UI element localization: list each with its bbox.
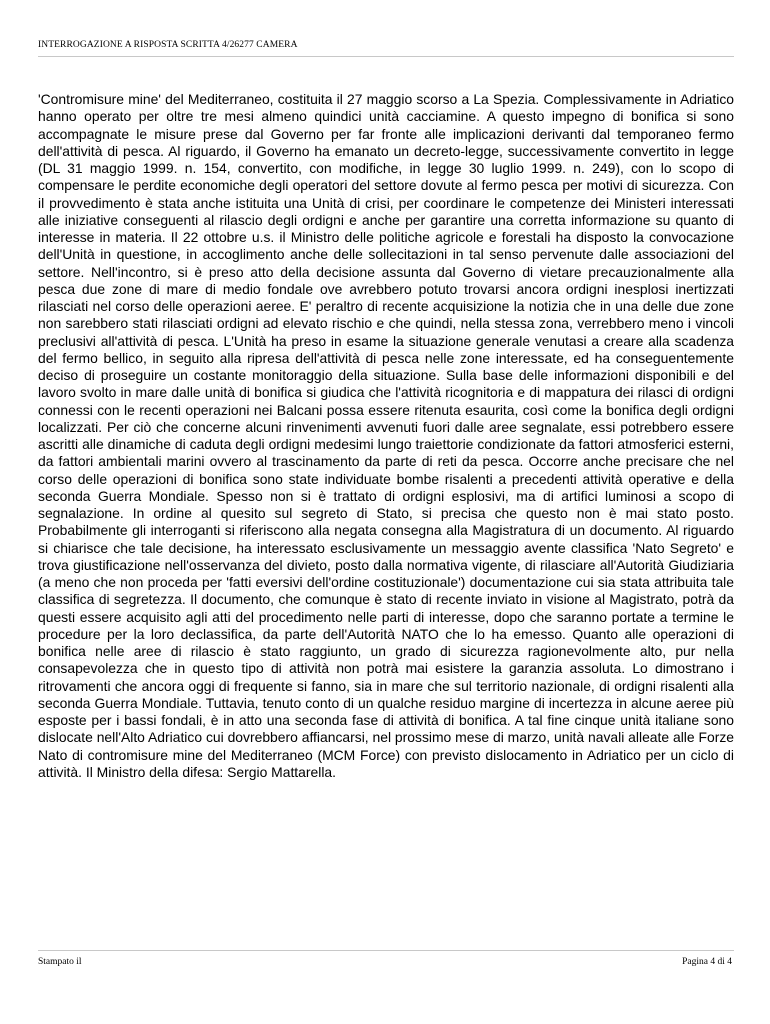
document-header: INTERROGAZIONE A RISPOSTA SCRITTA 4/26277 CAMERA	[38, 40, 298, 50]
footer-divider	[38, 950, 734, 951]
print-date-label: Stampato il	[38, 957, 82, 967]
body-paragraph: 'Contromisure mine' del Mediterraneo, costituita il 27 maggio scorso a La Spezia. Complessivamente in Adriatico hanno operato per oltre tre mesi almeno quindici unità cacciamine. A questo impegno di bonifica si sono accompagnate le misure prese dal Governo per far fronte alle implicazioni derivanti dal temporaneo fermo dell'attività di pesca. Al riguardo, il Governo ha emanato un decreto-legge, successivamente convertito in legge (DL 31 maggio 1999. n. 154, convertito, con modifiche, in legge 30 luglio 1999. n. 249), con lo scopo di compensare le perdite economiche degli operatori del settore dovute al fermo pesca per motivi di sicurezza. Con il provvedimento è stata anche istituita una Unità di crisi, per coordinare le competenze dei Ministeri interessati alle iniziative conseguenti al rilascio degli ordigni e anche per garantire una corretta informazione su quanto di interesse in materia. Il 22 ottobre u.s. il Ministro delle politiche agricole e forestali ha disposto la convocazione dell'Unità in questione, in accoglimento anche delle sollecitazioni in tal senso pervenute dalle associazioni del settore. Nell'incontro, si è preso atto della decisione assunta dal Governo di vietare precauzionalmente alla pesca due zone di mare di medio fondale ove avrebbero potuto trovarsi ancora ordigni inesplosi inertizzati rilasciati nel corso delle operazioni aeree. E' peraltro di recente acquisizione la notizia che in una delle due zone non sarebbero stati rilasciati ordigni ad elevato rischio e che quindi, nella stessa zona, verrebbero meno i vincoli preclusivi all'attività di pesca. L'Unità ha preso in esame la situazione generale venutasi a creare alla scadenza del fermo bellico, in seguito alla ripresa dell'attività di pesca nelle zone interessate, ed ha conseguentemente deciso di proseguire un costante monitoraggio della situazione. Sulla base delle informazioni disponibili e del lavoro svolto in mare dalle unità di bonifica si giudica che l'attività ricognitoria e di mappatura dei rilasci di ordigni connessi con le recenti operazioni nei Balcani possa essere ritenuta esaurita, così come la bonifica degli ordigni localizzati. Per ciò che concerne alcuni rinvenimenti avvenuti fuori dalle aree segnalate, essi potrebbero essere ascritti alle dinamiche di caduta degli ordigni medesimi lungo traiettorie condizionate da fattori atmosferici esterni, da fattori ambientali marini ovvero al trascinamento da parte di reti da pesca. Occorre anche precisare che nel corso delle operazioni di bonifica sono state individuate bombe risalenti a precedenti attività operative e della seconda Guerra Mondiale. Spesso non si è trattato di ordigni esplosivi, ma di artifici luminosi a scopo di segnalazione. In ordine al quesito sul segreto di Stato, si precisa che questo non è mai stato posto. Probabilmente gli interroganti si riferiscono alla negata consegna alla Magistratura di un documento. Al riguardo si chiarisce che tale decisione, ha interessato esclusivamente un messaggio avente classifica 'Nato Segreto' e trova giustificazione nell'osservanza del divieto, posto dalla normativa vigente, di rilasciare all'Autorità Giudiziaria (a meno che non proceda per 'fatti eversivi dell'ordine costituzionale') documentazione cui sia stata attribuita tale classifica di segretezza. Il documento, che comunque è stato di recente inviato in visione al Magistrato, potrà da questi essere acquisito agli atti del procedimento nelle parti di interesse, dopo che saranno portate a termine le procedure per la loro declassifica, da parte dell'Autorità NATO che lo ha emesso. Quanto alle operazioni di bonifica nelle aree di rilascio è stato raggiunto, un grado di sicurezza ragionevolmente alto, pur nella consapevolezza che in questo tipo di attività non potrà mai esistere la garanzia assoluta. Lo dimostrano i ritrovamenti che ancora oggi di frequente si fanno, sia in mare che sul territorio nazionale, di ordigni risalenti alla seconda Guerra Mondiale. Tuttavia, tenuto conto di un qualche residuo margine di incertezza in alcune aeree più esposte per i bassi fondali, è in atto una seconda fase di attività di bonifica. A tal fine cinque unità italiane sono dislocate nell'Alto Adriatico cui dovrebbero affiancarsi, nel prossimo mese di marzo, unità navali alleate alle Forze Nato di contromisure mine del Mediterraneo (MCM Force) con previsto dislocamento in Adriatico per un ciclo di attività. Il Ministro della difesa: Sergio Mattarella.	[38, 91, 734, 780]
header-divider	[38, 56, 734, 57]
page-number: Pagina 4 di 4	[682, 957, 732, 967]
